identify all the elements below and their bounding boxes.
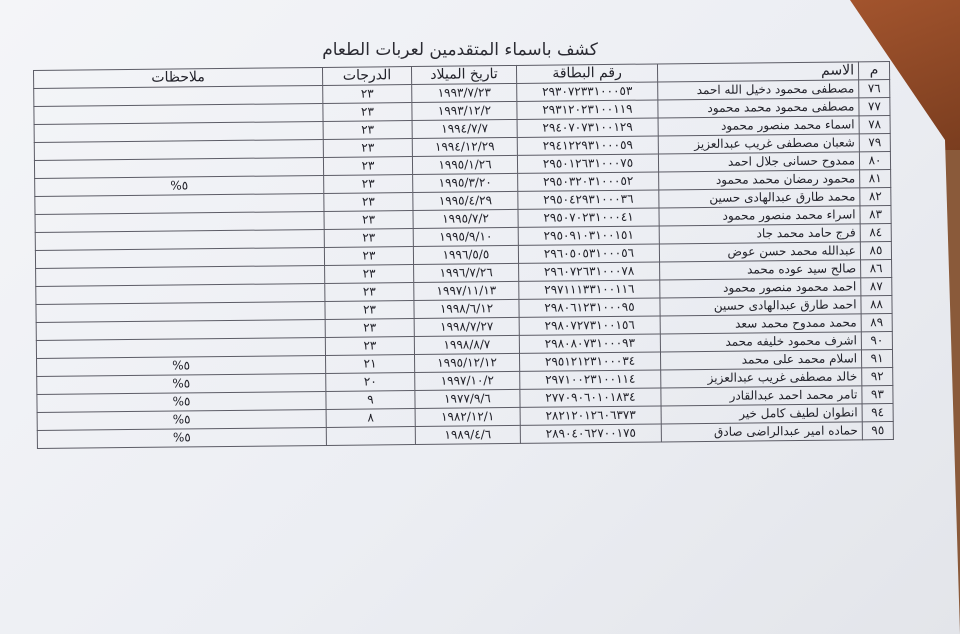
cell-name: مصطفى محمود دخيل الله احمد [658, 80, 859, 100]
cell-grade: ٢٠ [326, 373, 415, 392]
cell-notes: ٥% [37, 373, 326, 394]
cell-num: ٨٦ [861, 260, 892, 278]
cell-dob: ١٩٩٥/٩/١٠ [413, 227, 518, 246]
cell-name: احمد محمود منصور محمود [660, 278, 861, 298]
cell-name: تامر محمد احمد عبدالقادر [661, 386, 862, 406]
cell-dob: ١٩٩٥/١/٢٦ [412, 155, 517, 174]
cell-dob: ١٩٩٨/٨/٧ [414, 335, 519, 354]
cell-grade: ٢٣ [325, 319, 414, 338]
cell-name: ممدوح حسانى جلال احمد [658, 152, 859, 172]
cell-grade: ٩ [326, 391, 415, 410]
cell-name: صالح سيد عوده محمد [660, 260, 861, 280]
cell-num: ٩٣ [862, 386, 893, 404]
cell-grade: ٢٣ [324, 247, 413, 266]
cell-num: ٨٥ [860, 242, 891, 260]
header-id: رقم البطاقة [516, 64, 657, 83]
cell-dob: ١٩٨٢/١٢/١ [415, 407, 520, 426]
cell-num: ٧٩ [859, 134, 890, 152]
cell-name: محمد طارق عبدالهادى حسين [659, 188, 860, 208]
cell-num: ٨٣ [860, 206, 891, 224]
cell-name: انطوان لطيف كامل خير [661, 404, 862, 424]
cell-num: ٩١ [861, 350, 892, 368]
cell-grade: ٢٣ [323, 85, 412, 104]
cell-id: ٢٩٦٠٧٢٦٣١٠٠٠٧٨ [519, 262, 660, 281]
cell-grade: ٢٣ [324, 193, 413, 212]
cell-grade: ٢٣ [324, 211, 413, 230]
cell-dob: ١٩٩٥/٤/٢٩ [413, 191, 518, 210]
cell-num: ٨١ [860, 170, 891, 188]
cell-num: ٨٩ [861, 314, 892, 332]
cell-num: ٨٨ [861, 296, 892, 314]
cell-dob: ١٩٩٣/١٢/٢ [412, 101, 517, 120]
cell-dob: ١٩٩٤/٧/٧ [412, 119, 517, 138]
cell-grade: ٢٣ [325, 301, 414, 320]
cell-grade: ٢٣ [325, 265, 414, 284]
cell-dob: ١٩٩٥/٧/٢ [413, 209, 518, 228]
cell-name: فرج حامد محمد جاد [659, 224, 860, 244]
cell-num: ٩٥ [862, 422, 893, 440]
cell-dob: ١٩٩٧/١١/١٣ [414, 281, 519, 300]
cell-grade: ٢٣ [324, 175, 413, 194]
cell-id: ٢٨٢١٢٠١٢٦٠٦٣٧٣ [520, 406, 661, 425]
cell-num: ٧٨ [859, 116, 890, 134]
cell-grade: ٢٣ [323, 103, 412, 122]
table-body [34, 80, 894, 449]
cell-dob: ١٩٩٧/١٠/٢ [415, 371, 520, 390]
cell-name: اسراء محمد منصور محمود [659, 206, 860, 226]
cell-id: ٢٩٤٠٧٠٧٣١٠٠١٢٩ [517, 118, 658, 137]
cell-notes: ٥% [37, 391, 326, 412]
cell-id: ٢٩٣١٢٠٢٣١٠٠١١٩ [517, 100, 658, 119]
cell-id: ٢٩٨٠٧٢٧٣١٠٠١٥٦ [519, 316, 660, 335]
cell-grade: ٢٣ [323, 139, 412, 158]
cell-name: احمد طارق عبدالهادى حسين [660, 296, 861, 316]
cell-id: ٢٩٦٠٥٠٥٣١٠٠٠٥٦ [518, 244, 659, 263]
cell-grade: ٢٣ [325, 337, 414, 356]
cell-id: ٢٩٥٠٤٢٩٣١٠٠٠٣٦ [518, 190, 659, 209]
cell-num: ٩٤ [862, 404, 893, 422]
cell-name: اسماء محمد منصور محمود [658, 116, 859, 136]
document-title: كشف باسماء المتقدمين لعربات الطعام [322, 40, 598, 60]
header-name: الاسم [657, 62, 858, 82]
cell-id: ٢٧٧٠٩٠٦٠١٠١٨٣٤ [520, 388, 661, 407]
cell-grade: ٨ [326, 409, 415, 428]
cell-notes: ٥% [35, 175, 324, 196]
cell-grade: ٢٣ [323, 121, 412, 140]
cell-num: ٨٠ [859, 152, 890, 170]
cell-notes: ٥% [37, 409, 326, 430]
header-dob: تاريخ الميلاد [411, 65, 516, 84]
cell-id: ٢٩٥٠٣٢٠٣١٠٠٠٥٢ [518, 172, 659, 191]
cell-dob: ١٩٩٥/١٢/١٢ [415, 353, 520, 372]
cell-id: ٢٩٧١٠٠٢٣١٠٠١١٤ [520, 370, 661, 389]
cell-grade: ٢١ [326, 355, 415, 374]
cell-id: ٢٩٥٠٧٠٢٣١٠٠٠٤١ [518, 208, 659, 227]
cell-dob: ١٩٩٣/٧/٢٣ [412, 83, 517, 102]
cell-num: ٨٤ [860, 224, 891, 242]
cell-id: ٢٩٥٠١٢٦٣١٠٠٠٧٥ [517, 154, 658, 173]
cell-id: ٢٩٣٠٧٢٣٣١٠٠٠٥٣ [517, 82, 658, 101]
cell-name: اشرف محمود خليفه محمد [660, 332, 861, 352]
cell-grade: ٢٣ [323, 157, 412, 176]
cell-grade [326, 427, 415, 446]
cell-id: ٢٩٧١١١٣٣١٠٠١١٦ [519, 280, 660, 299]
applicants-table-wrapper [33, 61, 894, 449]
cell-id: ٢٩٨٠٨٠٧٣١٠٠٠٩٣ [519, 334, 660, 353]
cell-dob: ١٩٩٦/٧/٢٦ [414, 263, 519, 282]
cell-id: ٢٨٩٠٤٠٦٢٧٠٠١٧٥ [520, 424, 661, 443]
cell-name: خالد مصطفى غريب عبدالعزيز [661, 368, 862, 388]
header-notes: ملاحظات [34, 67, 323, 88]
cell-name: شعبان مصطفى غريب عبدالعزيز [658, 134, 859, 154]
header-num: م [858, 62, 889, 80]
cell-num: ٧٦ [859, 80, 890, 98]
cell-name: مصطفى محمود محمد محمود [658, 98, 859, 118]
cell-dob: ١٩٨٩/٤/٦ [415, 425, 520, 444]
cell-id: ٢٩٥١٢١٢٣١٠٠٠٣٤ [519, 352, 660, 371]
cell-dob: ١٩٩٨/٦/١٢ [414, 299, 519, 318]
cell-dob: ١٩٩٨/٧/٢٧ [414, 317, 519, 336]
cell-num: ٩٢ [862, 368, 893, 386]
cell-name: محمود رمضان محمد محمود [659, 170, 860, 190]
cell-id: ٢٩٥٠٩١٠٣١٠٠١٥١ [518, 226, 659, 245]
cell-name: محمد ممدوح محمد سعد [660, 314, 861, 334]
cell-dob: ١٩٩٤/١٢/٢٩ [412, 137, 517, 156]
applicants-table [33, 61, 894, 449]
cell-name: عبدالله محمد حسن عوض [659, 242, 860, 262]
cell-num: ٨٧ [861, 278, 892, 296]
cell-dob: ١٩٩٥/٣/٢٠ [413, 173, 518, 192]
cell-dob: ١٩٩٦/٥/٥ [413, 245, 518, 264]
cell-num: ٧٧ [859, 98, 890, 116]
cell-id: ٢٩٨٠٦١٢٣١٠٠٠٩٥ [519, 298, 660, 317]
cell-grade: ٢٣ [324, 229, 413, 248]
cell-grade: ٢٣ [325, 283, 414, 302]
cell-num: ٩٠ [861, 332, 892, 350]
cell-notes: ٥% [37, 355, 326, 376]
cell-name: اسلام محمد على محمد [660, 350, 861, 370]
cell-id: ٢٩٤١٢٢٩٣١٠٠٠٥٩ [517, 136, 658, 155]
cell-dob: ١٩٧٧/٩/٦ [415, 389, 520, 408]
header-grade: الدرجات [322, 67, 411, 86]
cell-name: حماده امير عبدالراضى صادق [661, 422, 862, 442]
cell-notes: ٥% [37, 427, 326, 448]
cell-num: ٨٢ [860, 188, 891, 206]
